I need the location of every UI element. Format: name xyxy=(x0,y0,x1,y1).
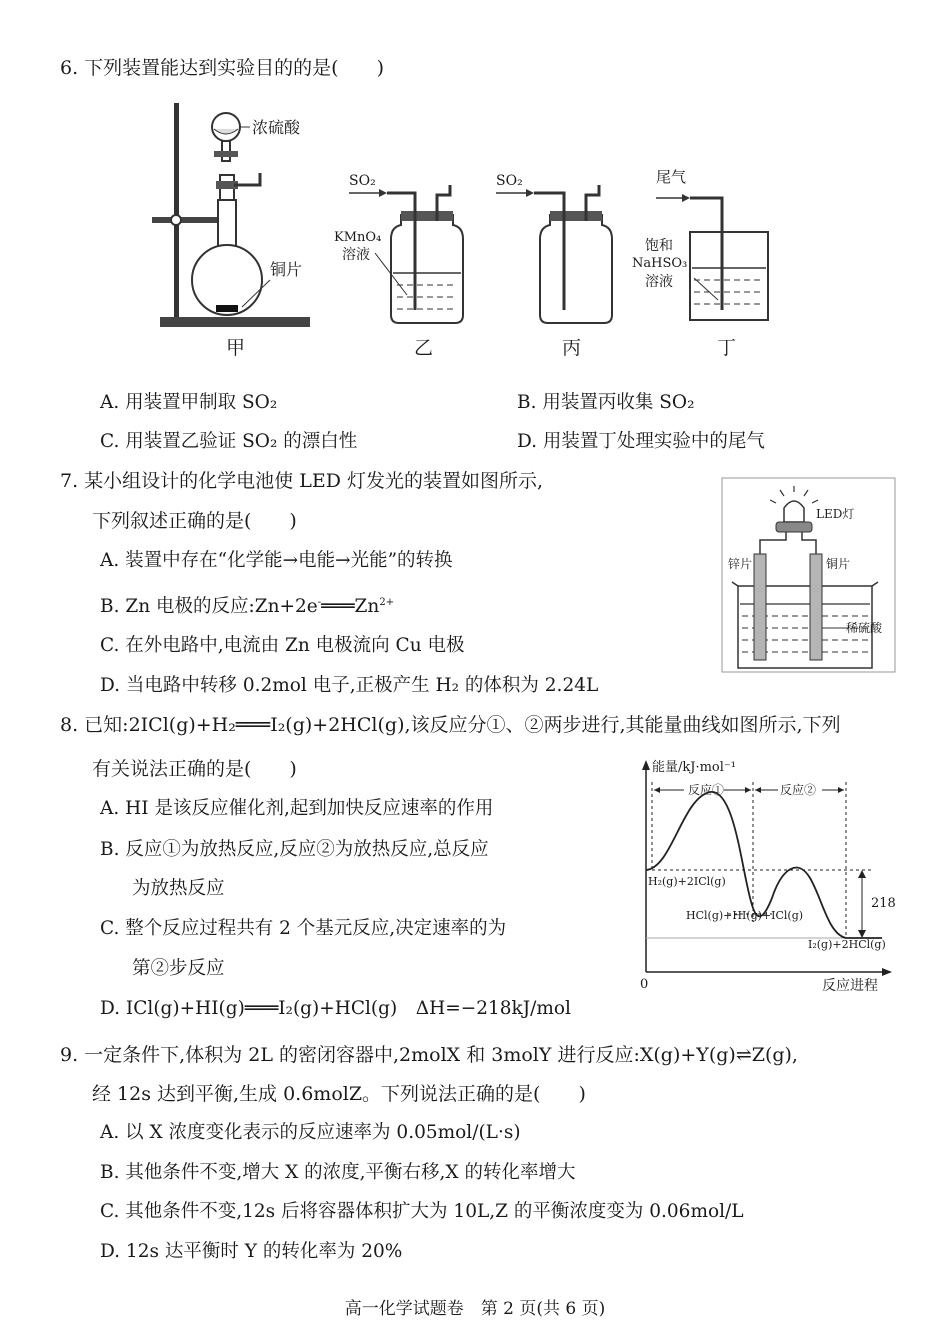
q8-stem-line1: 8. 已知:2ICl(g)+H₂═══I₂(g)+2HCl(g),该反应分①、②两步进行,其能量曲线如图所示,下列 xyxy=(60,714,841,736)
ding-solution-word: 溶液 xyxy=(645,274,673,290)
apparatus-bing xyxy=(490,165,620,335)
led-bulb xyxy=(784,501,804,522)
q8-option-b1: B. 反应①为放热反应,反应②为放热反应,总反应 xyxy=(100,839,489,860)
acid-label: 稀硫酸 xyxy=(846,621,883,635)
jia-caption: 甲 xyxy=(226,337,246,359)
yi-caption: 乙 xyxy=(414,337,434,359)
x-axis-label: 反应进程 xyxy=(822,978,878,994)
q6-option-d: D. 用装置丁处理实验中的尾气 xyxy=(517,431,765,452)
copper-label: 铜片 xyxy=(826,557,851,571)
jia-acid-label: 浓硫酸 xyxy=(252,118,301,137)
yi-gas-label: SO₂ xyxy=(349,173,376,189)
q7-option-b-prefix: B. Zn 电极的反应:Zn+2e xyxy=(100,596,318,617)
q7-option-b-equals: ═══ xyxy=(321,596,355,617)
yi-solution-formula: KMnO₄ xyxy=(334,230,382,245)
q6-option-c: C. 用装置乙验证 SO₂ 的漂白性 xyxy=(100,431,358,452)
jia-metal-label: 铜片 xyxy=(270,260,303,279)
zinc-label: 锌片 xyxy=(728,557,753,571)
q7-option-a: A. 装置中存在“化学能→电能→光能”的转换 xyxy=(100,550,453,571)
copper-electrode xyxy=(810,554,822,660)
led-label: LED灯 xyxy=(816,507,855,521)
ding-solution-formula: NaHSO₃ xyxy=(632,256,688,271)
energy-diagram xyxy=(632,758,897,998)
stage-1-label: 反应① xyxy=(688,783,725,797)
q8-stem-line2: 有关说法正确的是( ) xyxy=(92,758,297,780)
q7-option-b-product: Zn xyxy=(354,596,380,617)
q8-option-a: A. HI 是该反应催化剂,起到加快反应速率的作用 xyxy=(100,798,494,819)
page-footer: 高一化学试题卷 第 2 页(共 6 页) xyxy=(344,1299,606,1319)
q6-option-b: B. 用装置丙收集 SO₂ xyxy=(517,392,695,413)
zinc-electrode xyxy=(754,554,766,660)
bing-gas-label: SO₂ xyxy=(496,173,523,189)
q7-option-b xyxy=(100,591,394,619)
origin-label: 0 xyxy=(640,977,649,992)
q9-option-d: D. 12s 达平衡时 Y 的转化率为 20% xyxy=(100,1241,403,1262)
level-reactants-label: H₂(g)+2ICl(g) xyxy=(648,875,726,888)
q7-option-b-product-charge: 2+ xyxy=(379,597,395,608)
ding-caption: 丁 xyxy=(717,337,737,359)
stage-2-label: 反应② xyxy=(780,783,817,797)
ding-gas-label: 尾气 xyxy=(656,168,687,186)
q9-option-b: B. 其他条件不变,增大 X 的浓度,平衡右移,X 的转化率增大 xyxy=(100,1162,576,1183)
q7-option-d: D. 当电路中转移 0.2mol 电子,正极产生 H₂ 的体积为 2.24L xyxy=(100,675,599,696)
q7-option-c: C. 在外电路中,电流由 Zn 电极流向 Cu 电极 xyxy=(100,635,465,656)
q7-stem-line1: 7. 某小组设计的化学电池使 LED 灯发光的装置如图所示, xyxy=(60,470,544,492)
delta-energy-label: 218 xyxy=(871,896,896,911)
yi-solution-word: 溶液 xyxy=(342,247,370,263)
ding-solution-line1: 饱和 xyxy=(645,238,673,254)
q9-stem-line1: 9. 一定条件下,体积为 2L 的密闭容器中,2molX 和 3molY 进行反应:X(g)+Y(g)⇌Z(g), xyxy=(60,1044,798,1066)
q9-option-c: C. 其他条件不变,12s 后将容器体积扩大为 10L,Z 的平衡浓度变为 0.06mol/L xyxy=(100,1201,744,1222)
q7-stem-line2: 下列叙述正确的是( ) xyxy=(92,510,297,532)
y-axis-label: 能量/kJ·mol⁻¹ xyxy=(652,760,736,775)
q9-stem-line2: 经 12s 达到平衡,生成 0.6molZ。下列说法正确的是( ) xyxy=(92,1083,586,1105)
battery-figure xyxy=(722,478,897,674)
q8-option-b2: 为放热反应 xyxy=(132,878,225,899)
level-products-label: I₂(g)+2HCl(g) xyxy=(808,938,886,951)
q6-stem: 6. 下列装置能达到实验目的的是( ) xyxy=(60,57,384,79)
q9-option-a: A. 以 X 浓度变化表示的反应速率为 0.05mol/(L·s) xyxy=(100,1122,521,1143)
q8-option-c2: 第②步反应 xyxy=(132,958,225,979)
level-intermediate-label: HCl(g)+HI(g)+ICl(g) xyxy=(686,909,804,922)
q7-option-b-electron-charge: - xyxy=(317,597,322,608)
bing-caption: 丙 xyxy=(562,337,582,359)
q6-option-a: A. 用装置甲制取 SO₂ xyxy=(100,392,278,413)
q8-option-d: D. ICl(g)+HI(g)═══I₂(g)+HCl(g) ΔH=−218kJ/mol xyxy=(100,998,571,1019)
apparatus-jia xyxy=(130,95,340,335)
q8-option-c1: C. 整个反应过程共有 2 个基元反应,决定速率的为 xyxy=(100,918,507,939)
